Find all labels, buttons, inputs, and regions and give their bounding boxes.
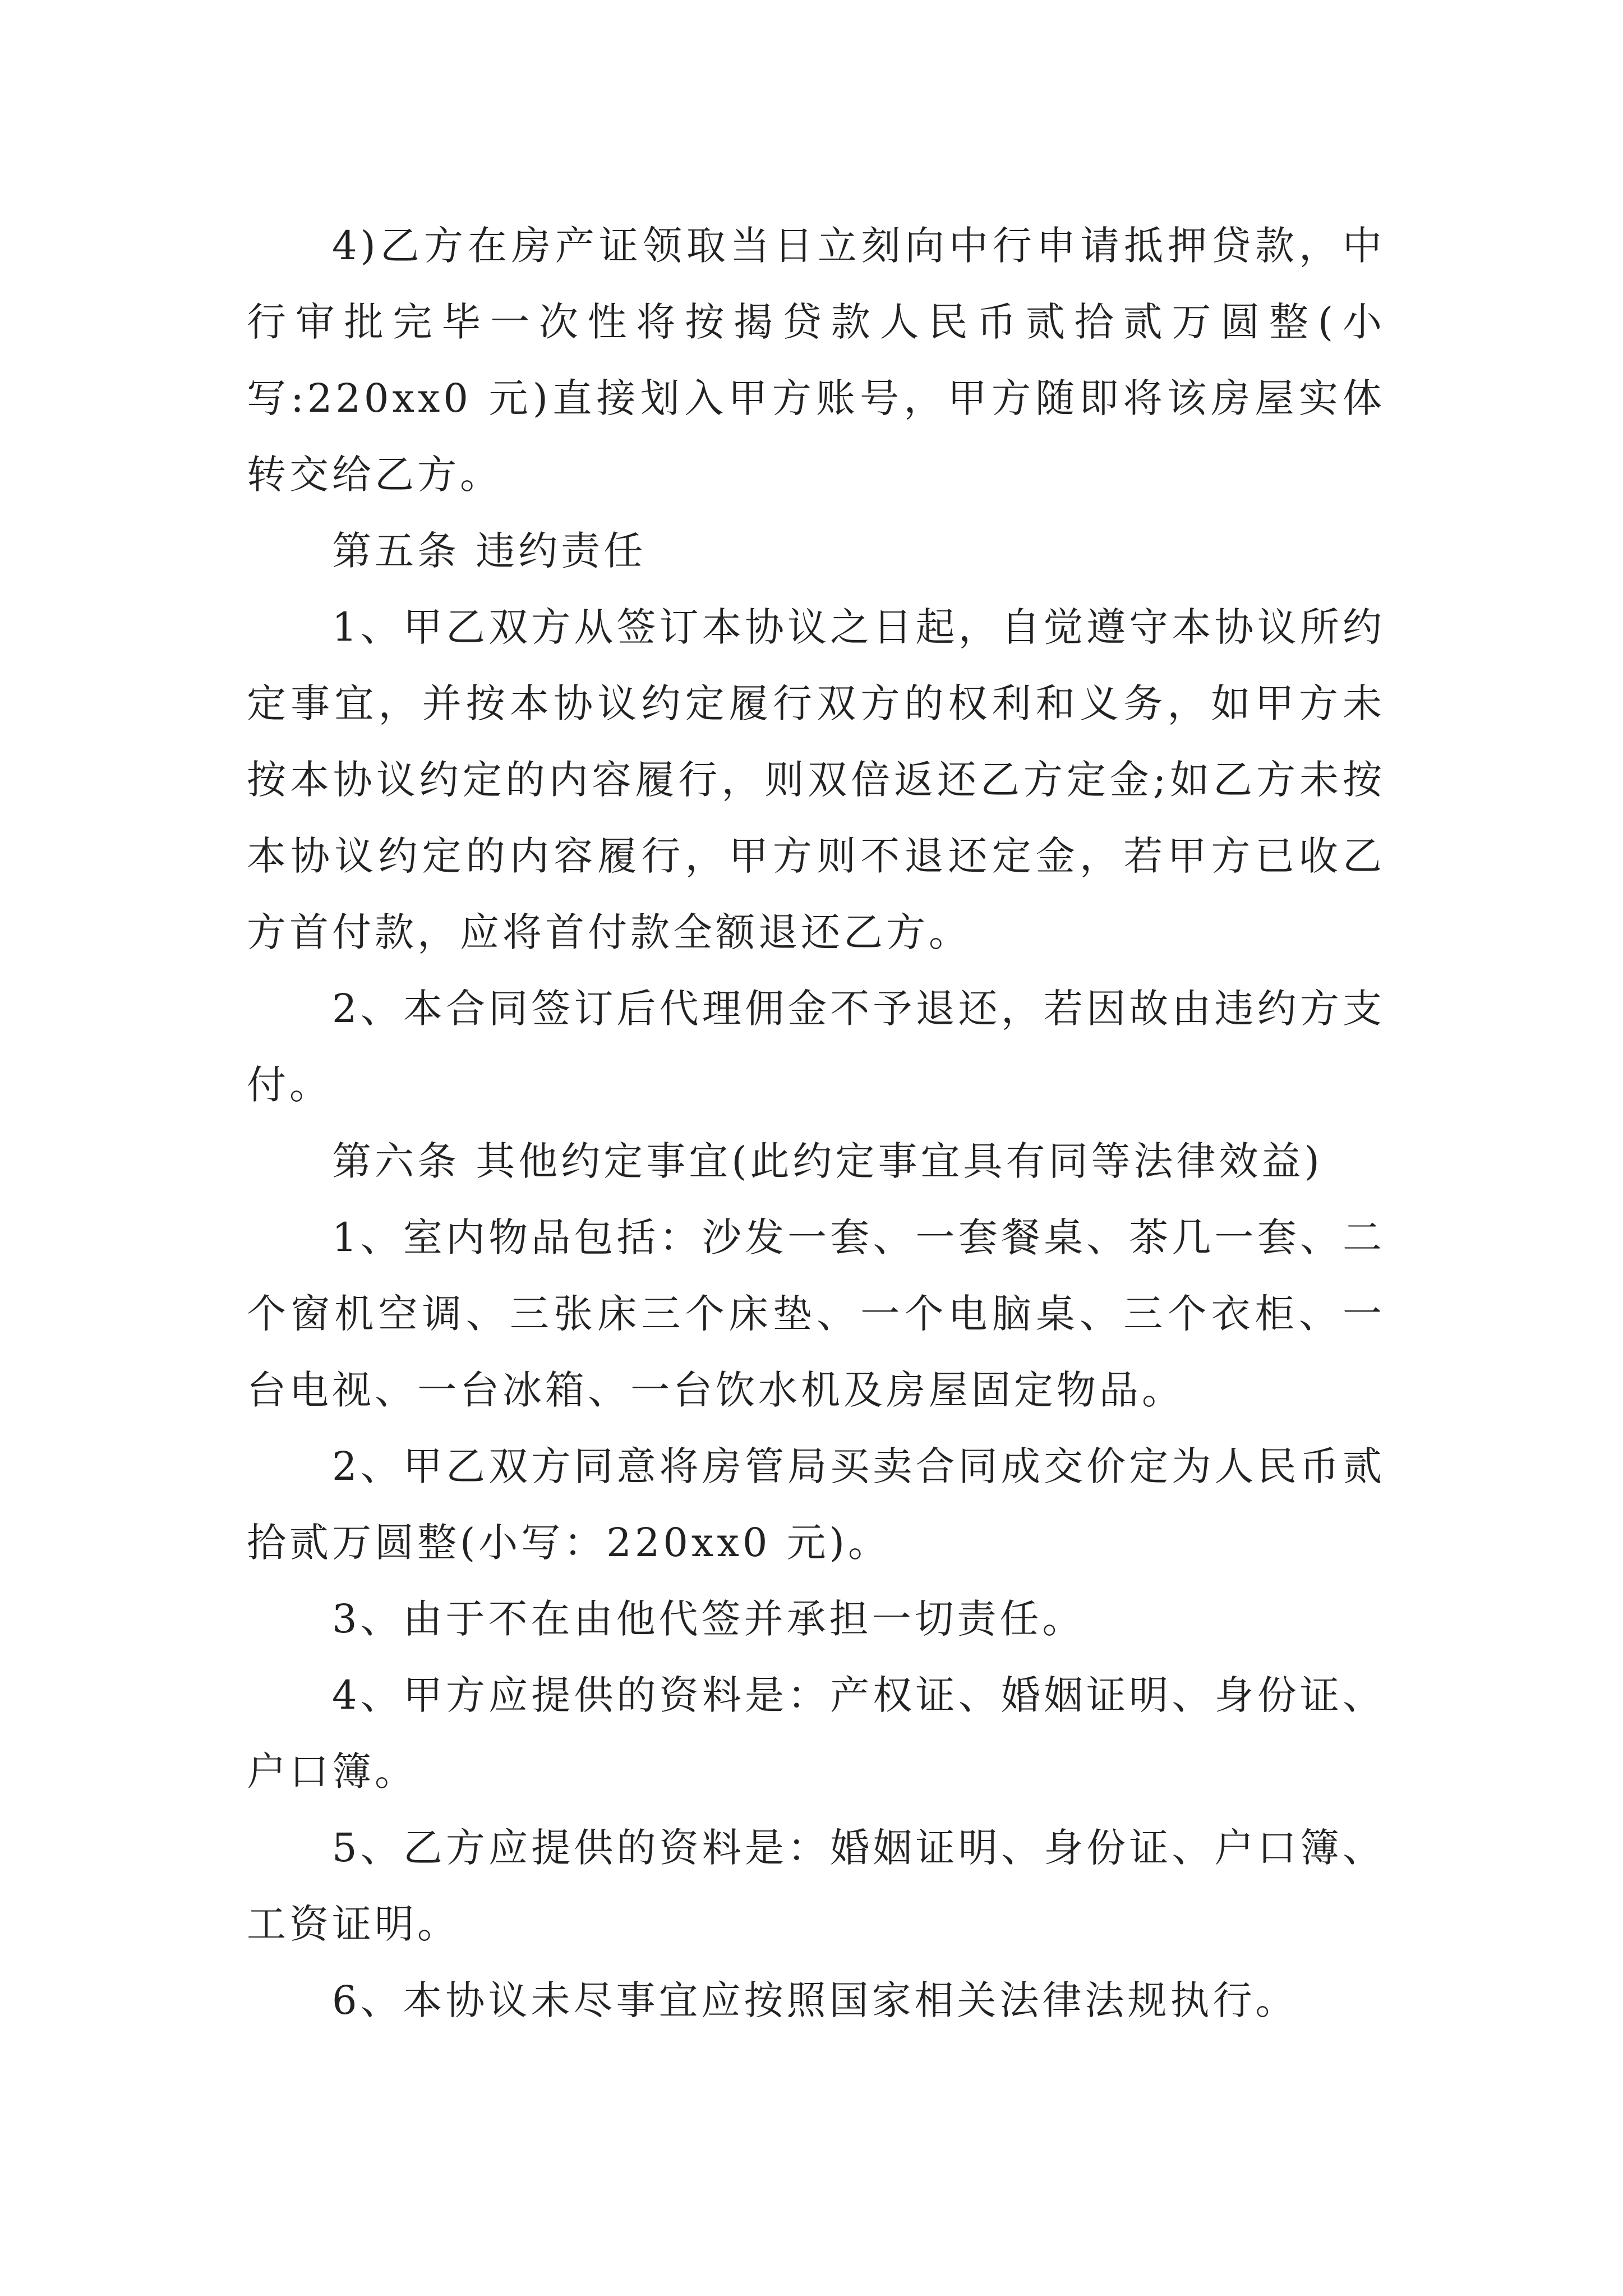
article-6-item-5: 5、乙方应提供的资料是：婚姻证明、身份证、户口簿、工资证明。 (247, 1825, 1385, 1947)
article-6-item-6: 6、本协议未尽事宜应按照国家相关法律法规执行。 (332, 1977, 1298, 2023)
article-5-item-2: 2、本合同签订后代理佣金不予退还，若因故由违约方支付。 (247, 986, 1385, 1108)
article-6-heading: 第六条 其他约定事宜(此约定事宜具有同等法律效益) (332, 1138, 1323, 1184)
clause-4-loan-paragraph: 4)乙方在房产证领取当日立刻向中行申请抵押贷款，中行审批完毕一次性将按揭贷款人民币贰拾贰万圆整(小写:220xx0 元)直接划入甲方账号，甲方随即将该房屋实体转交给乙方。 (247, 223, 1385, 498)
article-6-item-3: 3、由于不在由他代签并承担一切责任。 (332, 1596, 1085, 1642)
article-6-item-2: 2、甲乙双方同意将房管局买卖合同成交价定为人民币贰拾贰万圆整(小写：220xx0 元)。 (247, 1443, 1385, 1566)
article-6-item-4: 4、甲方应提供的资料是：产权证、婚姻证明、身份证、户口簿。 (247, 1672, 1385, 1795)
contract-body (247, 208, 1385, 2039)
article-5-item-1: 1、甲乙双方从签订本协议之日起，自觉遵守本协议所约定事宜，并按本协议约定履行双方的权利和义务，如甲方未按本协议约定的内容履行，则双倍返还乙方定金;如乙方未按本协议约定的内容履行，甲方则不退还定金，若甲方已收乙方首付款，应将首付款全额退还乙方。 (247, 604, 1385, 955)
article-6-item-1: 1、室内物品包括：沙发一套、一套餐桌、茶几一套、二个窗机空调、三张床三个床垫、一个电脑桌、三个衣柜、一台电视、一台冰箱、一台饮水机及房屋固定物品。 (247, 1214, 1385, 1413)
article-5-heading: 第五条 违约责任 (332, 528, 647, 574)
